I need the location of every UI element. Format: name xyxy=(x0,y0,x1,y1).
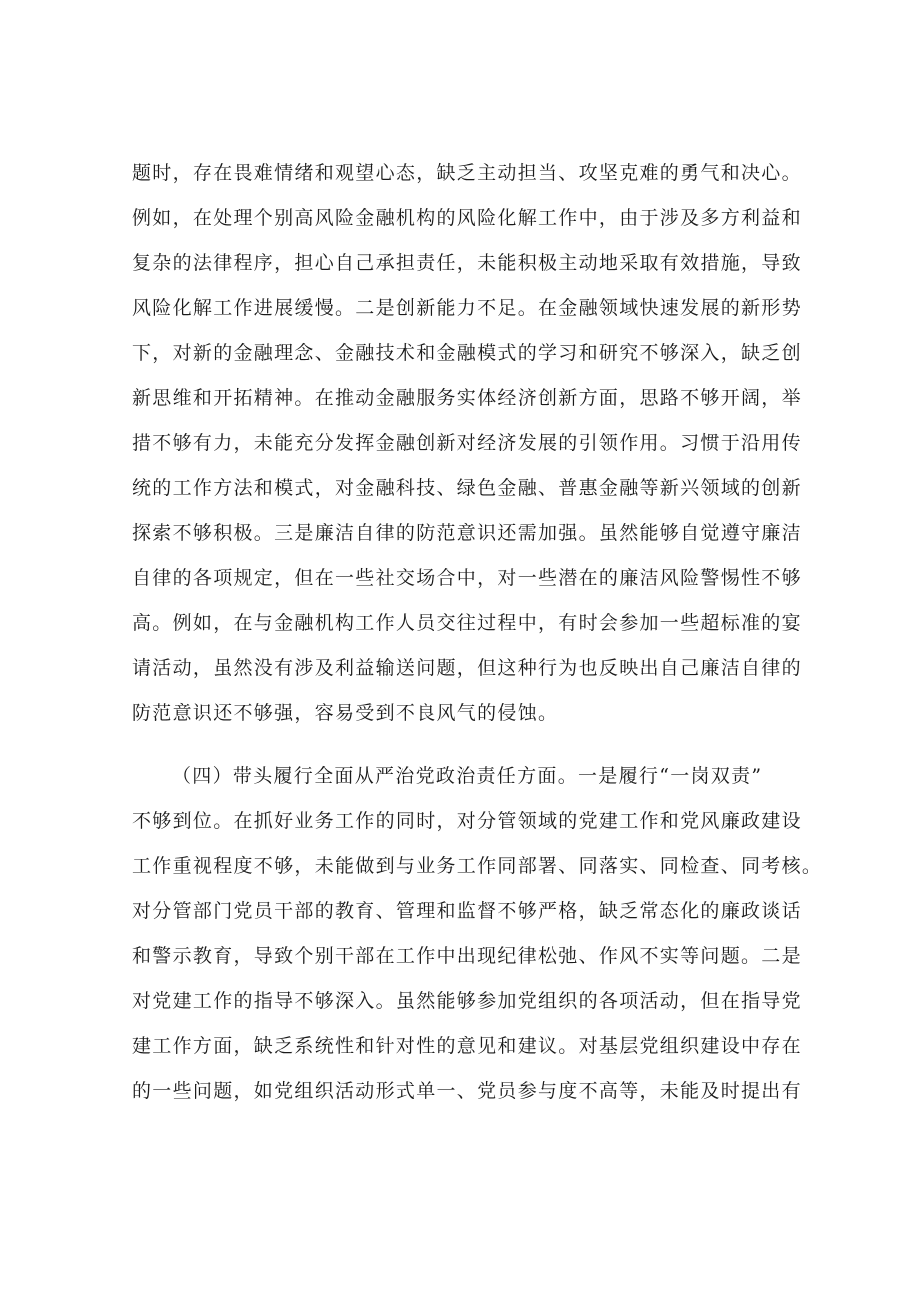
text-line: 不够到位。在抓好业务工作的同时，对分管领域的党建工作和党风廉政建设 xyxy=(132,810,802,832)
text-line: 例如，在处理个别高风险金融机构的风险化解工作中，由于涉及多方利益和 xyxy=(132,207,802,229)
text-line: 和警示教育，导致个别干部在工作中出现纪律松弛、作风不实等问题。二是 xyxy=(132,945,802,967)
text-line: 题时，存在畏难情绪和观望心态，缺乏主动担当、攻坚克难的勇气和决心。 xyxy=(132,162,802,184)
text-line: 请活动，虽然没有涉及利益输送问题，但这种行为也反映出自己廉洁自律的 xyxy=(132,657,802,679)
text-line: 措不够有力，未能充分发挥金融创新对经济发展的引领作用。习惯于沿用传 xyxy=(132,432,802,454)
text-line: 建工作方面，缺乏系统性和针对性的意见和建议。对基层党组织建设中存在 xyxy=(132,1035,802,1057)
text-line: 新思维和开拓精神。在推动金融服务实体经济创新方面，思路不够开阔，举 xyxy=(132,387,802,409)
text-line: 高。例如，在与金融机构工作人员交往过程中，有时会参加一些超标准的宴 xyxy=(132,612,802,634)
text-line: 下，对新的金融理念、金融技术和金融模式的学习和研究不够深入，缺乏创 xyxy=(132,342,802,364)
text-line: 复杂的法律程序，担心自己承担责任，未能积极主动地采取有效措施，导致 xyxy=(132,252,802,274)
text-line: 的一些问题，如党组织活动形式单一、党员参与度不高等，未能及时提出有 xyxy=(132,1080,802,1102)
text-line: 工作重视程度不够，未能做到与业务工作同部署、同落实、同检查、同考核。 xyxy=(132,855,823,877)
text-line: 风险化解工作进展缓慢。二是创新能力不足。在金融领域快速发展的新形势 xyxy=(132,297,802,319)
text-line: 对党建工作的指导不够深入。虽然能够参加党组织的各项活动，但在指导党 xyxy=(132,990,802,1012)
text-line: 探索不够积极。三是廉洁自律的防范意识还需加强。虽然能够自觉遵守廉洁 xyxy=(132,522,802,544)
section-heading-line: （四）带头履行全面从严治党政治责任方面。一是履行“一岗双责” xyxy=(172,765,763,787)
text-line: 对分管部门党员干部的教育、管理和监督不够严格，缺乏常态化的廉政谈话 xyxy=(132,900,802,922)
text-line: 防范意识还不够强，容易受到不良风气的侵蚀。 xyxy=(132,702,559,724)
text-line: 自律的各项规定，但在一些社交场合中，对一些潜在的廉洁风险警惕性不够 xyxy=(132,567,802,589)
text-line: 统的工作方法和模式，对金融科技、绿色金融、普惠金融等新兴领域的创新 xyxy=(132,477,802,499)
